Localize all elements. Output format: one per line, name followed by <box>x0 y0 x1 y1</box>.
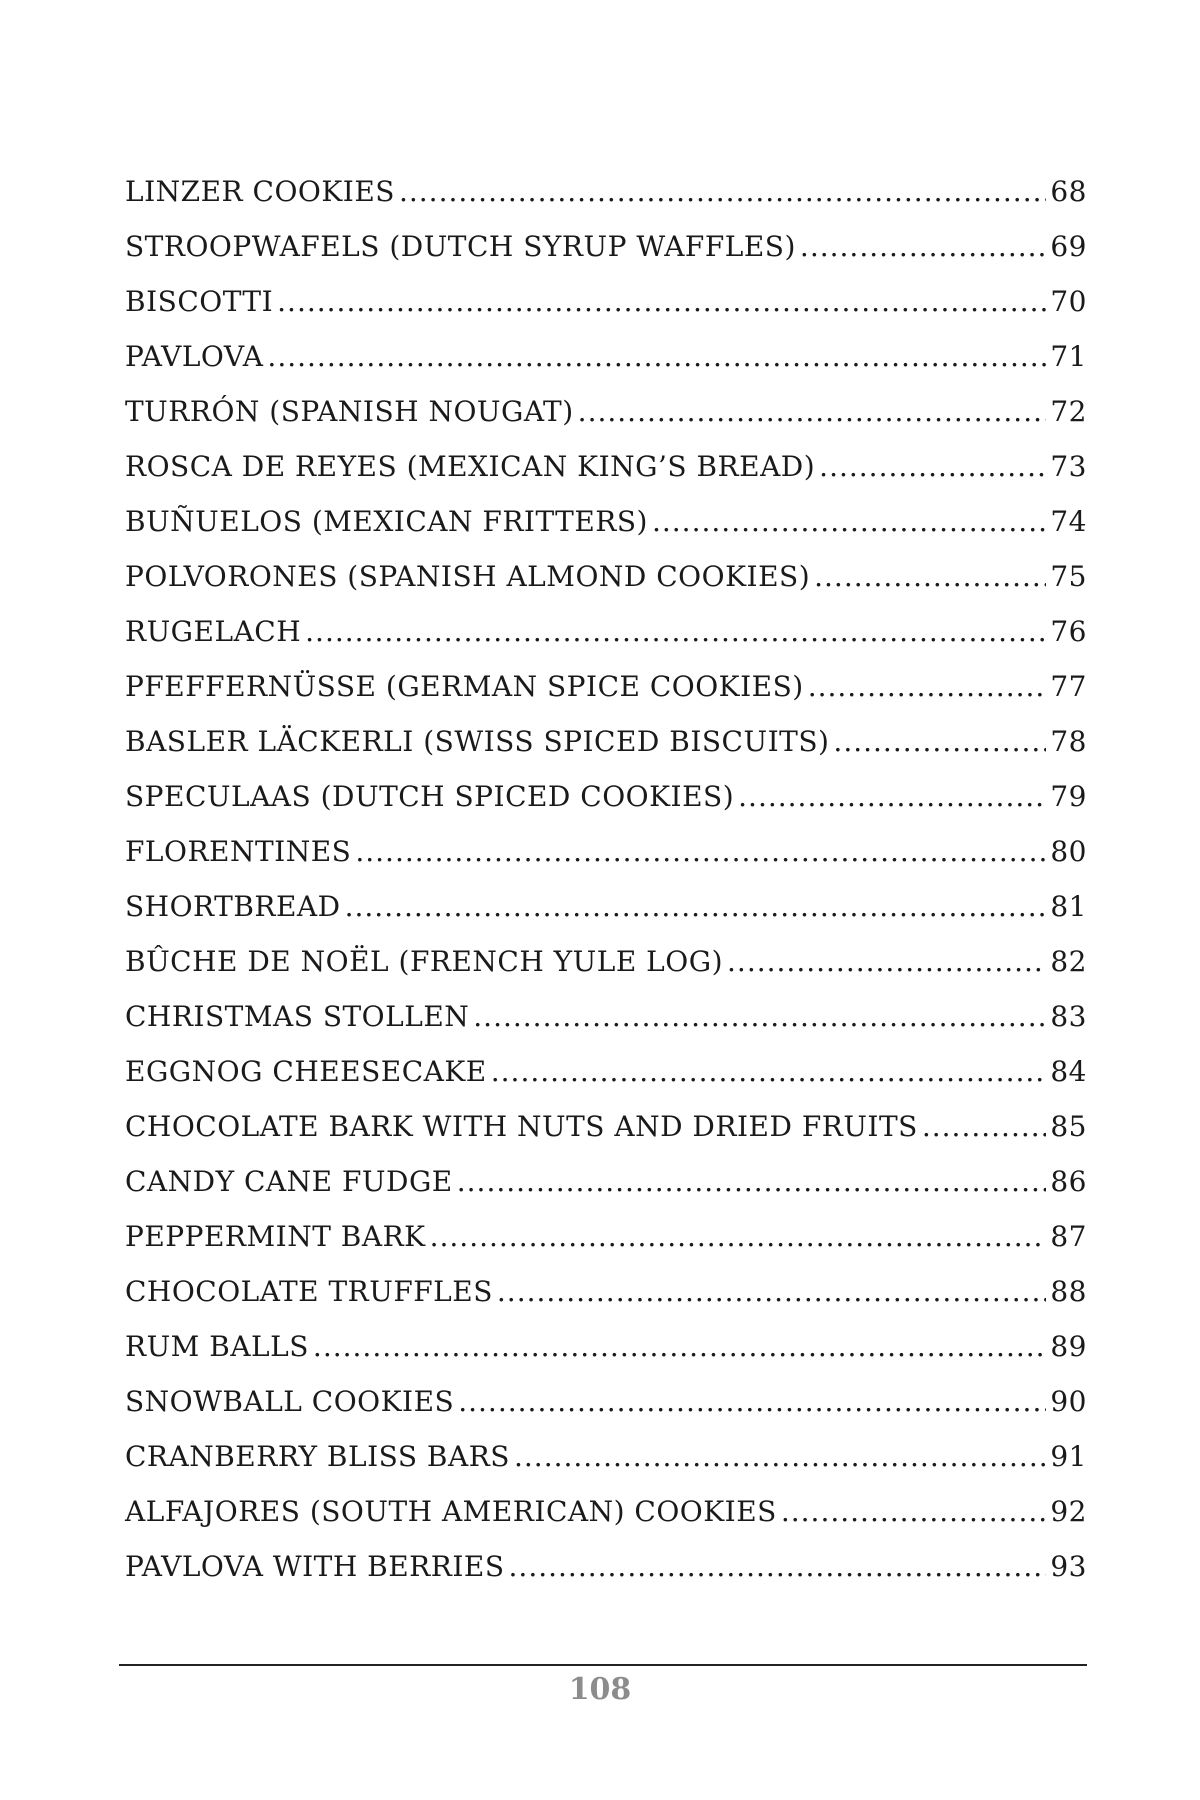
toc-entry-title: PEPPERMINT BARK <box>125 1220 426 1253</box>
page-number: 108 <box>568 1672 632 1707</box>
toc-entry-page: 80 <box>1050 835 1087 868</box>
dot-leader <box>833 725 1046 758</box>
dot-leader <box>458 1385 1046 1418</box>
toc-entry[interactable] <box>125 1000 1087 1055</box>
dot-leader <box>267 340 1046 373</box>
toc-entry-title: LINZER COOKIES <box>125 175 395 208</box>
toc-entry-page: 91 <box>1050 1440 1087 1473</box>
toc-entry-title: ROSCA DE REYES (MEXICAN KING’S BREAD) <box>125 450 816 483</box>
toc-entry-title: CHRISTMAS STOLLEN <box>125 1000 470 1033</box>
toc-entry-title: PAVLOVA <box>125 340 264 373</box>
toc-entry[interactable] <box>125 1055 1087 1110</box>
dot-leader <box>514 1440 1046 1473</box>
toc-entry-title: RUM BALLS <box>125 1330 309 1363</box>
toc-entry[interactable] <box>125 285 1087 340</box>
toc-entry-title: BUÑUELOS (MEXICAN FRITTERS) <box>125 505 648 538</box>
toc-entry[interactable] <box>125 175 1087 230</box>
toc-entry[interactable] <box>125 230 1087 285</box>
toc-entry-page: 89 <box>1050 1330 1087 1363</box>
dot-leader <box>457 1165 1047 1198</box>
toc-entry[interactable] <box>125 1220 1087 1275</box>
toc-entry-title: EGGNOG CHEESECAKE <box>125 1055 487 1088</box>
toc-entry-page: 84 <box>1050 1055 1087 1088</box>
dot-leader <box>578 395 1047 428</box>
dot-leader <box>814 560 1046 593</box>
toc-entry[interactable] <box>125 450 1087 505</box>
toc-entry[interactable] <box>125 670 1087 725</box>
toc-entry[interactable] <box>125 780 1087 835</box>
toc-entry[interactable] <box>125 1330 1087 1385</box>
dot-leader <box>345 890 1047 923</box>
toc-entry[interactable] <box>125 725 1087 780</box>
table-of-contents <box>125 175 1087 1605</box>
toc-entry-title: POLVORONES (SPANISH ALMOND COOKIES) <box>125 560 811 593</box>
toc-entry[interactable] <box>125 615 1087 670</box>
toc-entry-title: SPECULAAS (DUTCH SPICED COOKIES) <box>125 780 735 813</box>
toc-entry[interactable] <box>125 1165 1087 1220</box>
dot-leader <box>473 1000 1046 1033</box>
toc-entry-page: 72 <box>1050 395 1087 428</box>
dot-leader <box>922 1110 1047 1143</box>
dot-leader <box>277 285 1046 318</box>
toc-entry-title: PFEFFERNÜSSE (GERMAN SPICE COOKIES) <box>125 670 804 703</box>
toc-entry[interactable] <box>125 945 1087 1000</box>
toc-entry-page: 79 <box>1050 780 1087 813</box>
toc-entry[interactable] <box>125 1385 1087 1440</box>
toc-entry-title: RUGELACH <box>125 615 302 648</box>
toc-entry-page: 78 <box>1050 725 1087 758</box>
toc-entry-title: TURRÓN (SPANISH NOUGAT) <box>125 395 574 428</box>
toc-entry-page: 73 <box>1050 450 1087 483</box>
toc-entry-page: 93 <box>1050 1550 1087 1583</box>
toc-entry-title: FLORENTINES <box>125 835 352 868</box>
dot-leader <box>781 1495 1047 1528</box>
toc-entry-page: 90 <box>1050 1385 1087 1418</box>
toc-entry-title: ALFAJORES (SOUTH AMERICAN) COOKIES <box>125 1495 777 1528</box>
toc-entry[interactable] <box>125 890 1087 945</box>
toc-entry[interactable] <box>125 505 1087 560</box>
toc-entry-title: CANDY CANE FUDGE <box>125 1165 453 1198</box>
footer-divider <box>119 1664 1087 1666</box>
toc-entry-title: BISCOTTI <box>125 285 274 318</box>
dot-leader <box>430 1220 1047 1253</box>
toc-entry[interactable] <box>125 1550 1087 1605</box>
toc-entry-page: 68 <box>1050 175 1087 208</box>
toc-entry[interactable] <box>125 395 1087 450</box>
toc-entry-title: CHOCOLATE BARK WITH NUTS AND DRIED FRUITS <box>125 1110 918 1143</box>
toc-entry-page: 77 <box>1050 670 1087 703</box>
toc-entry[interactable] <box>125 1110 1087 1165</box>
toc-entry[interactable] <box>125 835 1087 890</box>
toc-entry-page: 92 <box>1050 1495 1087 1528</box>
toc-entry-title: SHORTBREAD <box>125 890 341 923</box>
toc-entry-title: STROOPWAFELS (DUTCH SYRUP WAFFLES) <box>125 230 796 263</box>
dot-leader <box>313 1330 1046 1363</box>
toc-entry-title: BÛCHE DE NOËL (FRENCH YULE LOG) <box>125 945 724 978</box>
toc-entry-page: 70 <box>1050 285 1087 318</box>
toc-entry[interactable] <box>125 1495 1087 1550</box>
toc-entry-page: 85 <box>1050 1110 1087 1143</box>
toc-entry[interactable] <box>125 1440 1087 1495</box>
dot-leader <box>808 670 1047 703</box>
toc-entry-page: 81 <box>1050 890 1087 923</box>
toc-entry-page: 82 <box>1050 945 1087 978</box>
toc-entry[interactable] <box>125 1275 1087 1330</box>
toc-entry-title: CRANBERRY BLISS BARS <box>125 1440 510 1473</box>
dot-leader <box>652 505 1046 538</box>
toc-entry-title: CHOCOLATE TRUFFLES <box>125 1275 493 1308</box>
toc-entry-title: PAVLOVA WITH BERRIES <box>125 1550 505 1583</box>
dot-leader <box>355 835 1046 868</box>
toc-entry-page: 88 <box>1050 1275 1087 1308</box>
dot-leader <box>491 1055 1047 1088</box>
toc-entry-page: 74 <box>1050 505 1087 538</box>
toc-entry-page: 76 <box>1050 615 1087 648</box>
toc-entry-page: 87 <box>1050 1220 1087 1253</box>
toc-entry[interactable] <box>125 340 1087 395</box>
toc-entry[interactable] <box>125 560 1087 615</box>
dot-leader <box>738 780 1046 813</box>
dot-leader <box>509 1550 1047 1583</box>
toc-entry-page: 75 <box>1050 560 1087 593</box>
dot-leader <box>305 615 1046 648</box>
toc-entry-page: 83 <box>1050 1000 1087 1033</box>
dot-leader <box>800 230 1046 263</box>
dot-leader <box>399 175 1046 208</box>
dot-leader <box>819 450 1046 483</box>
dot-leader <box>727 945 1046 978</box>
toc-entry-title: SNOWBALL COOKIES <box>125 1385 455 1418</box>
toc-entry-page: 71 <box>1050 340 1087 373</box>
toc-entry-title: BASLER LÄCKERLI (SWISS SPICED BISCUITS) <box>125 725 830 758</box>
toc-entry-page: 69 <box>1050 230 1087 263</box>
toc-entry-page: 86 <box>1050 1165 1087 1198</box>
dot-leader <box>497 1275 1046 1308</box>
